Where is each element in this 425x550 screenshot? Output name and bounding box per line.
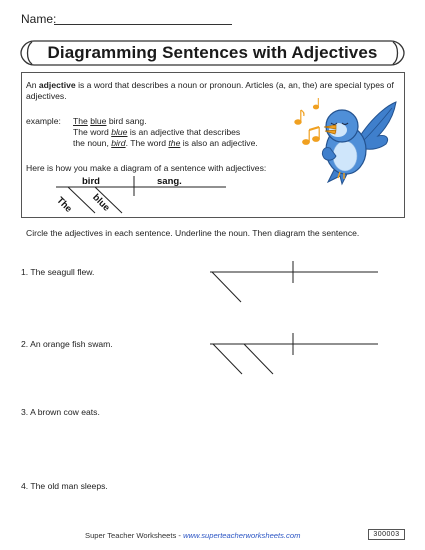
question-4-text: The old man sleeps. — [30, 481, 108, 491]
q2-slant-1 — [213, 344, 242, 374]
question-2-number: 2. — [21, 339, 29, 349]
diagram-modifier-the: The — [54, 195, 74, 215]
worksheet-code: 300003 — [368, 529, 405, 540]
intro-rest: is a word that describes a noun or pronoun. Articles (a, an, the) are special types of adjectives. — [26, 80, 394, 101]
question-4 — [21, 481, 108, 491]
howto-text: Here is how you make a diagram of a sentence with adjectives: — [26, 163, 267, 173]
ex-the: The — [73, 116, 88, 126]
ex3-the: the — [168, 138, 181, 148]
q1-diagram — [210, 261, 378, 302]
question-2 — [21, 339, 113, 349]
name-label: Name: — [21, 12, 57, 26]
ex2-prefix: The word — [73, 127, 112, 137]
ex2-rest: is an adjective that describes — [127, 127, 241, 137]
ex-rest: bird sang. — [106, 116, 147, 126]
question-3 — [21, 407, 100, 417]
intro-keyword: adjective — [38, 80, 76, 90]
footer-brand: Super Teacher Worksheets - — [85, 531, 184, 540]
footer — [85, 531, 300, 540]
ex3-bird: bird — [111, 138, 126, 148]
blue-bird-icon — [290, 96, 398, 186]
instructions-text: Circle the adjectives in each sentence. Underline the noun. Then diagram the sentence. — [26, 228, 360, 238]
ex2-blue: blue — [111, 127, 128, 137]
ex3-mid: . The word — [125, 138, 169, 148]
diagram-subject: bird — [82, 176, 100, 187]
intro-prefix: An — [26, 80, 39, 90]
question-2-text: An orange fish swam. — [30, 339, 113, 349]
q2-slant-2 — [244, 344, 273, 374]
question-3-text: A brown cow eats. — [30, 407, 100, 417]
ex3-prefix: the noun, — [73, 138, 112, 148]
music-notes-icon — [295, 98, 320, 144]
q1-slant — [212, 272, 241, 302]
question-4-number: 4. — [21, 481, 29, 491]
diagram-verb: sang. — [157, 176, 182, 187]
q2-diagram — [210, 333, 378, 374]
question-3-number: 3. — [21, 407, 29, 417]
footer-site-link[interactable]: www.superteacherworksheets.com — [183, 531, 301, 540]
question-1 — [21, 267, 94, 277]
ex-blue: blue — [90, 116, 107, 126]
example-label: example: — [26, 116, 61, 126]
diagram-modifier-blue: blue — [90, 192, 112, 214]
ex3-rest: is also an adjective. — [180, 138, 258, 148]
question-1-text: The seagull flew. — [30, 267, 95, 277]
page-title: Diagramming Sentences with Adjectives — [47, 43, 378, 62]
question-1-number: 1. — [21, 267, 29, 277]
